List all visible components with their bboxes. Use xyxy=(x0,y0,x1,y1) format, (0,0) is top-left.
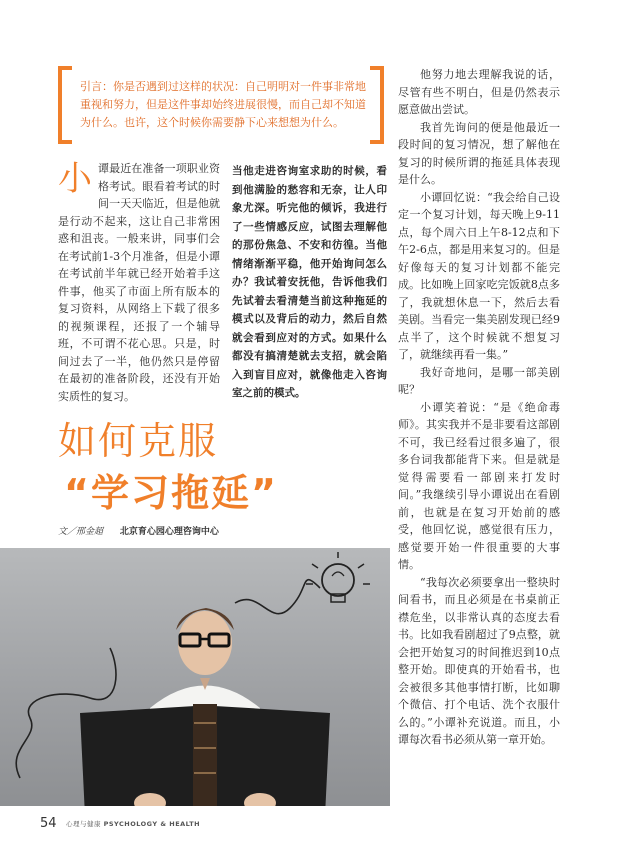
author: 文／邢金超 xyxy=(58,527,104,537)
column-1 xyxy=(58,160,220,405)
intro-bracket-right xyxy=(370,66,384,144)
title-line-1: 如何克服 xyxy=(58,419,219,463)
photo-illustration-svg xyxy=(0,548,390,818)
paragraph: 我首先询问的便是他最近一段时间的复习情况，想了解他在复习的时候所谓的拖延具体表现是什么。 xyxy=(398,120,560,186)
page-footer xyxy=(0,806,390,845)
paragraph: 小谭回忆说：“我会给自己设定一个复习计划，每天晚上9-11点，每个周六日上午8-12点和下午2-6点，都是用来复习的。但是好像每天的复习计划都不能完成。比如晚上回家吃完饭就8点多了，我就想休息一下，然后去看美剧。当看完一集美剧发现已经9点半了，这个时候就不想复习了，就继续再看一集。” xyxy=(398,190,560,361)
drop-cap: 小 xyxy=(58,159,92,199)
illustration-photo xyxy=(0,548,390,818)
open-book xyxy=(80,704,330,816)
paragraph: 我好奇地问，是哪一部美剧呢？ xyxy=(398,365,560,396)
article-title xyxy=(58,415,278,519)
lightbulb-icon xyxy=(306,552,370,602)
intro-box xyxy=(58,66,384,148)
column-2-text: 当他走进咨询室求助的时候，看到他满脸的愁容和无奈，让人印象尤深。听完他的倾诉，我进行了一些情感反应，试图去理解他的那份焦急、不安和彷徨。当他情绪渐渐平稳，他开始询问怎么办？我试着安抚他，告诉他我们先试着去看清楚当前这种拖延的模式以及背后的动力，然后自然就会看到应对的方式。如果什么都没有搞清楚就去支招，就会陷入到盲目应对，就像他走入咨询室之前的模式。 xyxy=(232,165,387,399)
organization: 北京育心园心理咨询中心 xyxy=(119,527,219,537)
magazine-name-cn: 心理与健康 xyxy=(66,820,101,828)
paragraph: “我每次必须要拿出一整块时间看书，而且必须是在书桌前正襟危坐，以非常认真的态度去看书。比如我看剧超过了9点整，就会把开始复习的时间推迟到10点整开始。即使真的开始看书，也会被很多其他事情打断，比如聊个微信、打个电话、洗个衣服什么的。”小谭补充说道。而且，小谭每次看书必须从第一章开始。 xyxy=(398,575,560,746)
magazine-name xyxy=(66,819,200,828)
doodle-line-right xyxy=(235,580,320,614)
byline xyxy=(58,524,219,537)
column-3 xyxy=(398,66,560,749)
paragraph: 他努力地去理解我说的话，尽管有些不明白，但是仍然表示愿意做出尝试。 xyxy=(398,68,560,116)
page-number: 54 xyxy=(40,816,57,831)
intro-text: 引言：你是否遇到过这样的状况：自己明明对一件事非常地重视和努力，但是这件事却始终进展很慢，而自己却不知道为什么。也许，这个时候你需要静下心来想想为什么。 xyxy=(80,80,366,129)
column-1-text: 谭最近在准备一项职业资格考试。眼看着考试的时间一天天临近，但是他就是行动不起来，这让自己非常困惑和沮丧。一般来讲，同事们会在考试前1-3个月准备，但是小谭在考试前半年就已经开始着手这件事，他买了市面上所有版本的复习资料，从网络上下载了很多的视频课程，还报了一个辅导班，不可谓不花心思。只是，时间过去了一半，他仍然只是停留在最初的准备阶段，还没有开始实质性的复习。 xyxy=(58,162,220,403)
title-line-2: “学习拖延” xyxy=(64,471,278,515)
intro-bracket-left xyxy=(58,66,72,144)
paragraph: 小谭笑着说：“是《绝命毒师》。其实我并不是非要看这部剧不可，我已经看过很多遍了，很多台词我都能背下来。但是就是觉得需要看一部剧来打发时间。”我继续引导小谭说出在看剧前，也就是在复习开始前的感受，他回忆说，感觉很有压力，感觉要开始一件很重要的大事情。 xyxy=(398,400,560,571)
magazine-name-en: PSYCHOLOGY & HEALTH xyxy=(103,820,201,828)
